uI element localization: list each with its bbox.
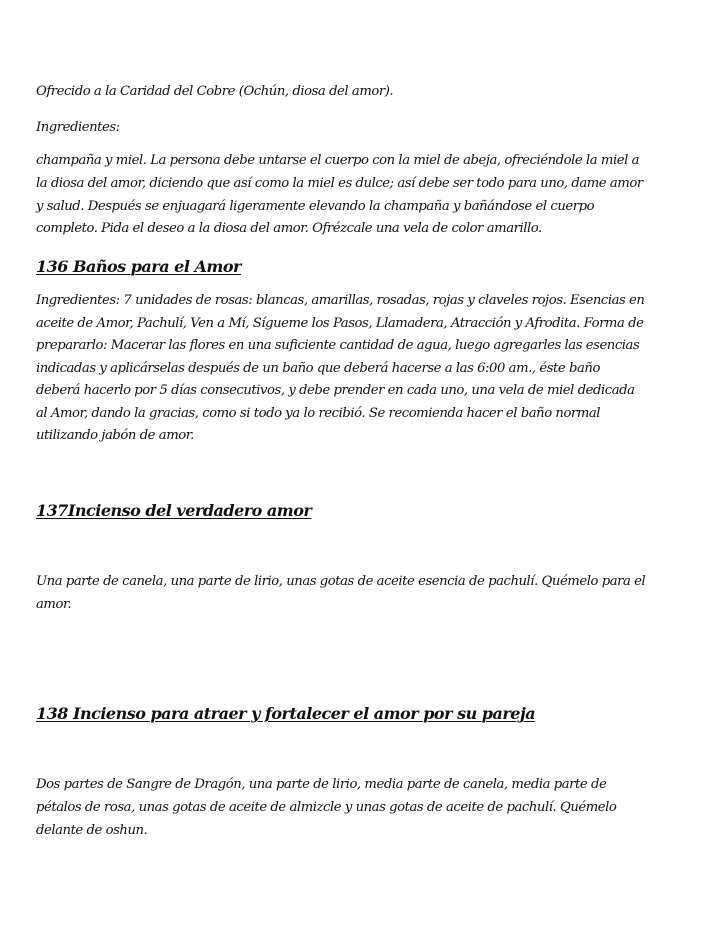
section-136-line: al Amor, dando la gracias, como si todo ya lo recibió. Se recomienda hacer el baño normal [36,406,601,421]
section-136-heading: 136 Baños para el Amor [36,257,241,276]
ingredients-label: Ingredientes: [36,120,120,135]
section-137-heading: 137Incienso del verdadero amor [36,501,312,520]
intro-body-line: y salud. Después se enjuagará ligeramente elevando la champaña y bañándose el cuerpo [36,199,595,214]
offered-line: Ofrecido a la Caridad del Cobre (Ochún, diosa del amor). [36,84,394,99]
section-138-heading: 138 Incienso para atraer y fortalecer el amor por su pareja [36,704,536,723]
intro-body-line: la diosa del amor, diciendo que así como la miel es dulce; así debe ser todo para uno, dame amor [36,176,643,191]
section-136-line: utilizando jabón de amor. [36,428,194,443]
section-136-line: Ingredientes: 7 unidades de rosas: blancas, amarillas, rosadas, rojas y claveles rojos. Esencias en [36,293,645,308]
section-138-line: Dos partes de Sangre de Dragón, una parte de lirio, media parte de canela, media parte de [36,777,607,792]
intro-body-line: completo. Pida el deseo a la diosa del amor. Ofrézcale una vela de color amarillo. [36,221,542,236]
intro-body-line: champaña y miel. La persona debe untarse el cuerpo con la miel de abeja, ofreciéndole la miel a [36,153,640,168]
section-138-line: pétalos de rosa, unas gotas de aceite de almizcle y unas gotas de aceite de pachulí. Quémelo [36,800,617,815]
section-136-line: prepararlo: Macerar las flores en una suficiente cantidad de agua, luego agregarles las esencias [36,338,640,353]
section-136-line: deberá hacerlo por 5 días consecutivos, y debe prender en cada uno, una vela de miel dedicada [36,383,635,398]
section-138-line: delante de oshun. [36,823,148,838]
document-page [36,0,696,943]
section-137-line: Una parte de canela, una parte de lirio, unas gotas de aceite esencia de pachulí. Quémelo para el [36,574,646,589]
section-136-line: indicadas y aplicárselas después de un baño que deberá hacerse a las 6:00 am., éste baño [36,361,600,376]
section-137-line: amor. [36,597,72,612]
section-136-line: aceite de Amor, Pachulí, Ven a Mí, Sígueme los Pasos, Llamadera, Atracción y Afrodita. Forma de [36,316,644,331]
